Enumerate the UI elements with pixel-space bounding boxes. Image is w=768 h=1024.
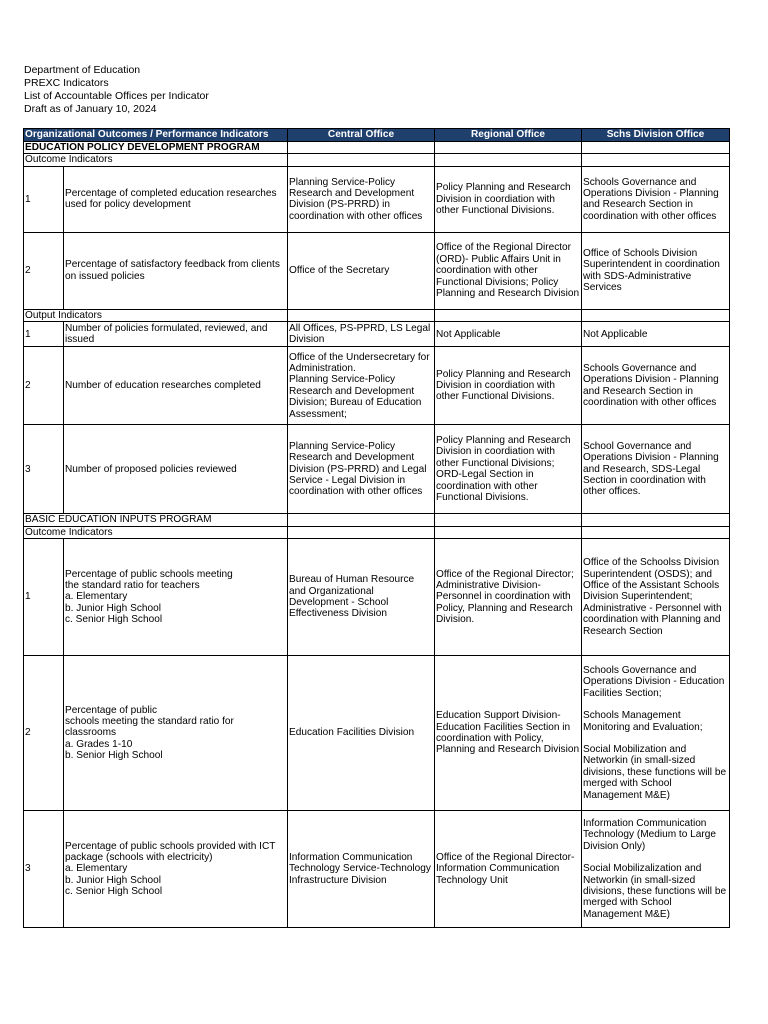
division-office-part: Social Mobilization and Networkin (in small-sized divisions, these functions will be merged with School Management M&E) xyxy=(583,744,727,801)
division-office-cell: Not Applicable xyxy=(582,322,730,347)
table-row xyxy=(24,656,730,811)
column-header-central-office: Central Office xyxy=(288,129,435,142)
section-row xyxy=(24,142,730,154)
regional-office-cell: Not Applicable xyxy=(435,322,582,347)
central-office-cell: Planning Service-Policy Research and Development Division (PS-PRRD) and Legal Service - Legal Division in coordination with other offices xyxy=(288,425,435,514)
regional-office-cell: Office of the Regional Director; Administrative Division-Personnel in coordination with Policy, Planning and Research Division. xyxy=(435,539,582,656)
regional-office-cell: Policy Planning and Research Division in coordiation with other Functional Divisions; ORD-Legal Section in coordination with other Functional Divisions. xyxy=(435,425,582,514)
division-office-part: Schools Management Monitoring and Evaluation; xyxy=(583,710,703,733)
indicator-cell: Number of proposed policies reviewed xyxy=(64,425,288,514)
table-row xyxy=(24,322,730,347)
indicator-cell: Percentage of completed education researches used for policy development xyxy=(64,166,288,232)
table-row xyxy=(24,232,730,309)
central-office-cell: All Offices, PS-PPRD, LS Legal Division xyxy=(288,322,435,347)
header-line-title: PREXC Indicators xyxy=(24,77,109,89)
row-number: 3 xyxy=(24,811,64,928)
header-line-subtitle: List of Accountable Offices per Indicator xyxy=(24,90,209,102)
section-title-edpd: EDUCATION POLICY DEVELOPMENT PROGRAM xyxy=(24,142,288,154)
subsection-title-outcome: Outcome Indicators xyxy=(24,154,288,166)
regional-office-cell: Education Support Division-Education Facilities Section in coordination with Policy, Planning and Research Division xyxy=(435,656,582,811)
regional-office-cell: Policy Planning and Research Division in coordiation with other Functional Divisions. xyxy=(435,347,582,425)
indicator-cell: Percentage of public schools meeting the standard ratio for teachers a. Elementary b. Junior High School c. Senior High School xyxy=(64,539,288,656)
header-line-department: Department of Education xyxy=(24,64,141,76)
row-number: 2 xyxy=(24,656,64,811)
table-row xyxy=(24,166,730,232)
table-row xyxy=(24,425,730,514)
indicator-cell: Number of education researches completed xyxy=(64,347,288,425)
document-header xyxy=(24,64,209,116)
row-number: 3 xyxy=(24,425,64,514)
subsection-row xyxy=(24,526,730,538)
central-office-cell: Office of the Secretary xyxy=(288,232,435,309)
division-office-part: Social Mobilizalization and Networkin (in small-sized divisions, these functions will be merged with School Management M&E) xyxy=(583,863,727,920)
table-row xyxy=(24,347,730,425)
section-row xyxy=(24,514,730,526)
indicators-table xyxy=(23,128,730,928)
indicator-cell: Percentage of public schools provided with ICT package (schools with electricity) a. Elementary b. Junior High School c. Senior High School xyxy=(64,811,288,928)
division-office-cell: Schools Governance and Operations Division - Planning and Research Section in coordination with other offices xyxy=(582,347,730,425)
table-row xyxy=(24,811,730,928)
row-number: 1 xyxy=(24,166,64,232)
header-line-draft-date: Draft as of January 10, 2024 xyxy=(24,103,157,115)
division-office-cell: Schools Governance and Operations Division - Planning and Research Section in coordination with other offices xyxy=(582,166,730,232)
division-office-cell: Office of Schools Division Superintendent in coordination with SDS-Administrative Services xyxy=(582,232,730,309)
subsection-row xyxy=(24,154,730,166)
indicator-cell: Percentage of satisfactory feedback from clients on issued policies xyxy=(64,232,288,309)
table-row xyxy=(24,539,730,656)
division-office-cell xyxy=(582,811,730,928)
indicator-cell: Percentage of public schools meeting the standard ratio for classrooms a. Grades 1-10 b. Senior High School xyxy=(64,656,288,811)
column-header-division-office: Schs Division Office xyxy=(582,129,730,142)
subsection-title-outcome: Outcome Indicators xyxy=(24,526,288,538)
division-office-part: Schools Governance and Operations Division - Education Facilities Section; xyxy=(583,665,725,699)
regional-office-cell: Office of the Regional Director-Information Communication Technology Unit xyxy=(435,811,582,928)
column-header-indicators: Organizational Outcomes / Performance Indicators xyxy=(24,129,288,142)
central-office-cell: Office of the Undersecretary for Administration. Planning Service-Policy Research and Development Division; Bureau of Education Assessment; xyxy=(288,347,435,425)
central-office-cell: Planning Service-Policy Research and Development Division (PS-PRRD) in coordination with other offices xyxy=(288,166,435,232)
row-number: 1 xyxy=(24,322,64,347)
row-number: 2 xyxy=(24,232,64,309)
subsection-row xyxy=(24,309,730,321)
section-title-beip: BASIC EDUCATION INPUTS PROGRAM xyxy=(24,514,288,526)
indicator-cell: Number of policies formulated, reviewed, and issued xyxy=(64,322,288,347)
subsection-title-output: Output Indicators xyxy=(24,309,288,321)
division-office-cell: Office of the Schoolss Division Superintendent (OSDS); and Office of the Assistant Schools Division Superintendent; Administrative - Personnel with coordination with Planning and Research Section xyxy=(582,539,730,656)
division-office-cell xyxy=(582,656,730,811)
row-number: 2 xyxy=(24,347,64,425)
table-header-row xyxy=(24,129,730,142)
division-office-part: Information Communication Technology (Medium to Large Division Only) xyxy=(583,817,716,852)
central-office-cell: Information Communication Technology Service-Technology Infrastructure Division xyxy=(288,811,435,928)
division-office-cell: School Governance and Operations Division - Planning and Research, SDS-Legal Section in coordination with other offices. xyxy=(582,425,730,514)
central-office-cell: Bureau of Human Resource and Organizational Development - School Effectiveness Division xyxy=(288,539,435,656)
regional-office-cell: Office of the Regional Director (ORD)- Public Affairs Unit in coordination with other Functional Divisions; Policy Planning and Research Division xyxy=(435,232,582,309)
row-number: 1 xyxy=(24,539,64,656)
regional-office-cell: Policy Planning and Research Division in coordiation with other Functional Divisions. xyxy=(435,166,582,232)
central-office-cell: Education Facilities Division xyxy=(288,656,435,811)
column-header-regional-office: Regional Office xyxy=(435,129,582,142)
